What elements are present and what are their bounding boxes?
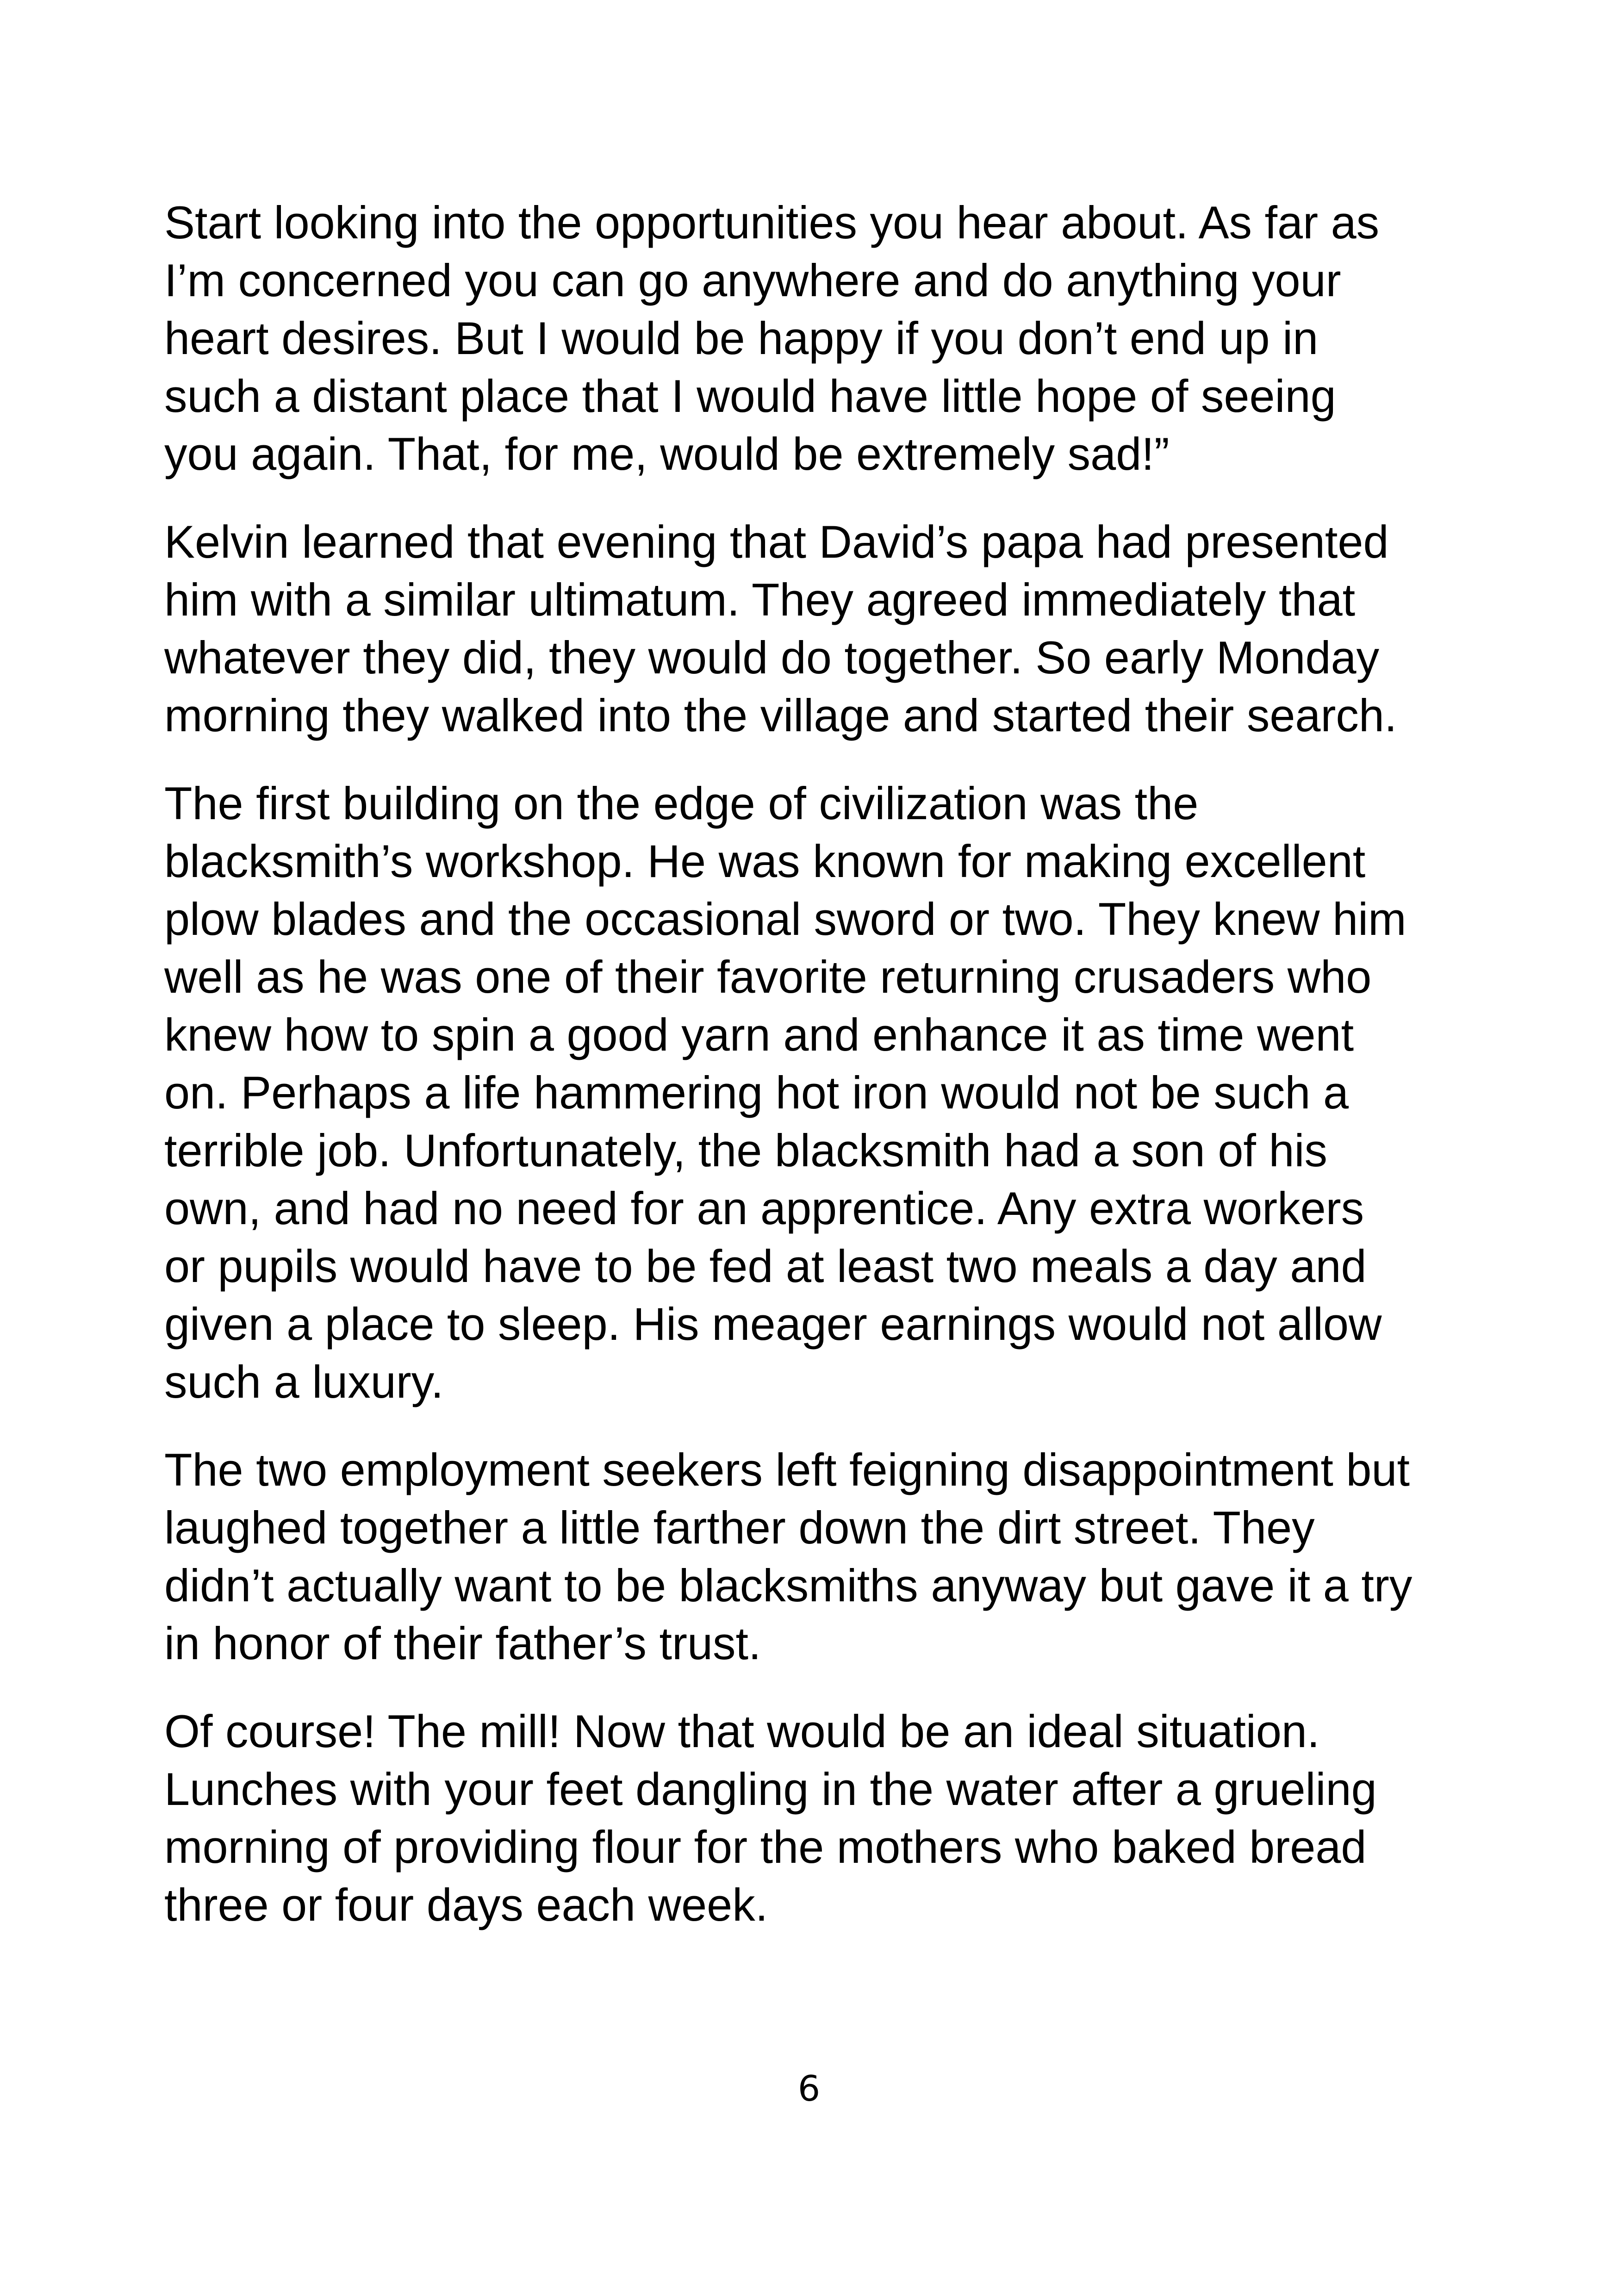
text-line: such a luxury. bbox=[164, 1356, 444, 1407]
text-line: The first building on the edge of civilization was the bbox=[164, 778, 1199, 829]
paragraph bbox=[164, 774, 1456, 1411]
text-line: whatever they did, they would do together. So early Monday bbox=[164, 632, 1380, 683]
text-line: own, and had no need for an apprentice. Any extra workers bbox=[164, 1182, 1364, 1234]
text-line: morning of providing flour for the mothers who baked bread bbox=[164, 1821, 1367, 1873]
text-line: terrible job. Unfortunately, the blacksmith had a son of his bbox=[164, 1125, 1327, 1176]
text-line: such a distant place that I would have little hope of seeing bbox=[164, 370, 1336, 422]
text-line: in honor of their father’s trust. bbox=[164, 1618, 761, 1669]
text-line: given a place to sleep. His meager earnings would not allow bbox=[164, 1298, 1382, 1350]
text-line: knew how to spin a good yarn and enhance it as time went bbox=[164, 1009, 1354, 1060]
text-line: I’m concerned you can go anywhere and do anything your bbox=[164, 255, 1341, 306]
body-text bbox=[164, 193, 1456, 1934]
paragraph bbox=[164, 1702, 1456, 1934]
text-line: blacksmith’s workshop. He was known for making excellent bbox=[164, 835, 1366, 887]
text-line: you again. That, for me, would be extremely sad!” bbox=[164, 428, 1170, 479]
text-line: well as he was one of their favorite returning crusaders who bbox=[164, 951, 1372, 1002]
paragraph bbox=[164, 193, 1456, 483]
paragraph bbox=[164, 513, 1456, 744]
text-line: three or four days each week. bbox=[164, 1879, 768, 1930]
text-line: laughed together a little farther down the dirt street. They bbox=[164, 1502, 1315, 1553]
page-number: 6 bbox=[797, 2068, 821, 2109]
text-line: Of course! The mill! Now that would be an ideal situation. bbox=[164, 1705, 1320, 1757]
text-line: didn’t actually want to be blacksmiths anyway but gave it a try bbox=[164, 1560, 1413, 1611]
text-line: Kelvin learned that evening that David’s papa had presented bbox=[164, 516, 1389, 567]
text-line: heart desires. But I would be happy if you don’t end up in bbox=[164, 312, 1319, 364]
text-line: Lunches with your feet dangling in the water after a grueling bbox=[164, 1763, 1377, 1815]
text-line: on. Perhaps a life hammering hot iron would not be such a bbox=[164, 1067, 1349, 1118]
text-line: plow blades and the occasional sword or two. They knew him bbox=[164, 893, 1406, 945]
text-line: The two employment seekers left feigning disappointment but bbox=[164, 1444, 1410, 1495]
text-line: him with a similar ultimatum. They agreed immediately that bbox=[164, 574, 1356, 625]
text-line: Start looking into the opportunities you hear about. As far as bbox=[164, 197, 1380, 248]
text-line: or pupils would have to be fed at least two meals a day and bbox=[164, 1240, 1367, 1292]
paragraph bbox=[164, 1441, 1456, 1672]
text-line: morning they walked into the village and started their search. bbox=[164, 690, 1397, 741]
